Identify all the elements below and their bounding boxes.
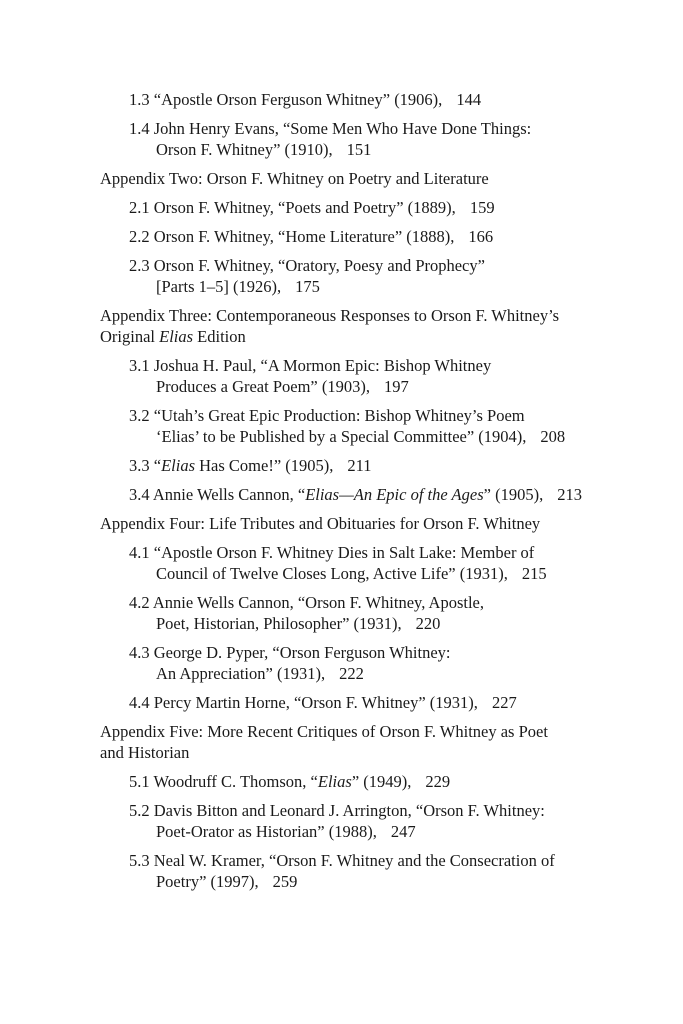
- entry-title-line-1: 2.3 Orson F. Whitney, “Oratory, Poesy and Prophecy”: [129, 256, 485, 275]
- entry-page-number: 211: [347, 456, 372, 475]
- toc-entry-1-3: [100, 89, 600, 110]
- entry-title-line-1: 1.4 John Henry Evans, “Some Men Who Have Done Things:: [129, 119, 532, 138]
- entry-page-number: 213: [557, 485, 582, 504]
- entry-title-line-1: 4.3 George D. Pyper, “Orson Ferguson Whitney:: [129, 643, 451, 662]
- toc-entry-4-4: [100, 692, 600, 713]
- toc-entry-3-1: [100, 355, 600, 397]
- entry-title: 4.4 Percy Martin Horne, “Orson F. Whitney” (1931),: [129, 693, 478, 712]
- entry-page-number: 259: [272, 872, 298, 891]
- toc-entry-5-3: [100, 850, 600, 892]
- entry-page-number: 166: [468, 227, 494, 246]
- appendix-four-heading: Appendix Four: Life Tributes and Obituaries for Orson F. Whitney: [100, 514, 541, 533]
- entry-page-number: 215: [521, 564, 547, 583]
- entry-page-number: 247: [390, 822, 416, 841]
- toc-entry-3-3: 3.3 “Elias Has Come!” (1905), 211: [129, 456, 372, 475]
- appendix-two-heading: Appendix Two: Orson F. Whitney on Poetry and Literature: [100, 169, 489, 188]
- toc-entry-4-1: [100, 542, 600, 584]
- toc-entry-2-3: [100, 255, 600, 297]
- toc-entry-1-4: [100, 118, 600, 160]
- entry-title-line-2: [Parts 1–5] (1926),: [156, 277, 282, 296]
- entry-title-line-2: Poetry” (1997),: [156, 872, 259, 891]
- entry-title-line-2: Orson F. Whitney” (1910),: [156, 140, 333, 159]
- appendix-three-heading: Appendix Three: Contemporaneous Responses to Orson F. Whitney’s Original Elias Edition: [100, 306, 560, 346]
- toc-entry-2-2: [100, 226, 600, 247]
- entry-title-line-1: 3.2 “Utah’s Great Epic Production: Bishop Whitney’s Poem: [129, 406, 525, 425]
- entry-title-line-2: An Appreciation” (1931),: [156, 664, 326, 683]
- entry-page-number: 144: [456, 90, 482, 109]
- entry-title-line-2: Produces a Great Poem” (1903),: [156, 377, 370, 396]
- toc-entry-3-4: 3.4 Annie Wells Cannon, “Elias—An Epic of the Ages” (1905), 213: [129, 485, 582, 504]
- entry-page-number: 197: [383, 377, 409, 396]
- entry-title: 2.2 Orson F. Whitney, “Home Literature” (1888),: [129, 227, 455, 246]
- entry-title-line-1: 5.3 Neal W. Kramer, “Orson F. Whitney and the Consecration of: [129, 851, 555, 870]
- toc-entry-5-2: [100, 800, 600, 842]
- toc-entry-2-1: [100, 197, 600, 218]
- entry-page-number: 222: [339, 664, 364, 683]
- toc-entry-4-3: [100, 642, 600, 684]
- entry-title-line-1: 4.2 Annie Wells Cannon, “Orson F. Whitney, Apostle,: [129, 593, 484, 612]
- entry-page-number: 159: [469, 198, 495, 217]
- entry-title-line-2: Council of Twelve Closes Long, Active Life” (1931),: [156, 564, 508, 583]
- entry-title-line-1: 5.2 Davis Bitton and Leonard J. Arrington, “Orson F. Whitney:: [129, 801, 545, 820]
- appendix-five-heading: Appendix Five: More Recent Critiques of Orson F. Whitney as Poet and Historian: [100, 722, 548, 762]
- entry-title: 2.1 Orson F. Whitney, “Poets and Poetry” (1889),: [129, 198, 456, 217]
- entry-page-number: 151: [346, 140, 372, 159]
- entry-title-line-2: Poet, Historian, Philosopher” (1931),: [156, 614, 402, 633]
- entry-page-number: 175: [295, 277, 320, 296]
- table-of-contents: [100, 89, 600, 892]
- toc-entry-4-2: [100, 592, 600, 634]
- toc-entry-3-2: [100, 405, 600, 447]
- entry-title-line-2: Poet-Orator as Historian” (1988),: [156, 822, 377, 841]
- toc-entry-5-1: 5.1 Woodruff C. Thomson, “Elias” (1949), 229: [129, 772, 451, 791]
- entry-page-number: 227: [491, 693, 517, 712]
- entry-page-number: 208: [540, 427, 566, 446]
- entry-title-line-1: 3.1 Joshua H. Paul, “A Mormon Epic: Bishop Whitney: [129, 356, 492, 375]
- entry-page-number: 220: [415, 614, 441, 633]
- entry-page-number: 229: [425, 772, 451, 791]
- entry-title: 1.3 “Apostle Orson Ferguson Whitney” (1906),: [129, 90, 443, 109]
- entry-title-line-2: ‘Elias’ to be Published by a Special Committee” (1904),: [156, 427, 527, 446]
- entry-title-line-1: 4.1 “Apostle Orson F. Whitney Dies in Salt Lake: Member of: [129, 543, 535, 562]
